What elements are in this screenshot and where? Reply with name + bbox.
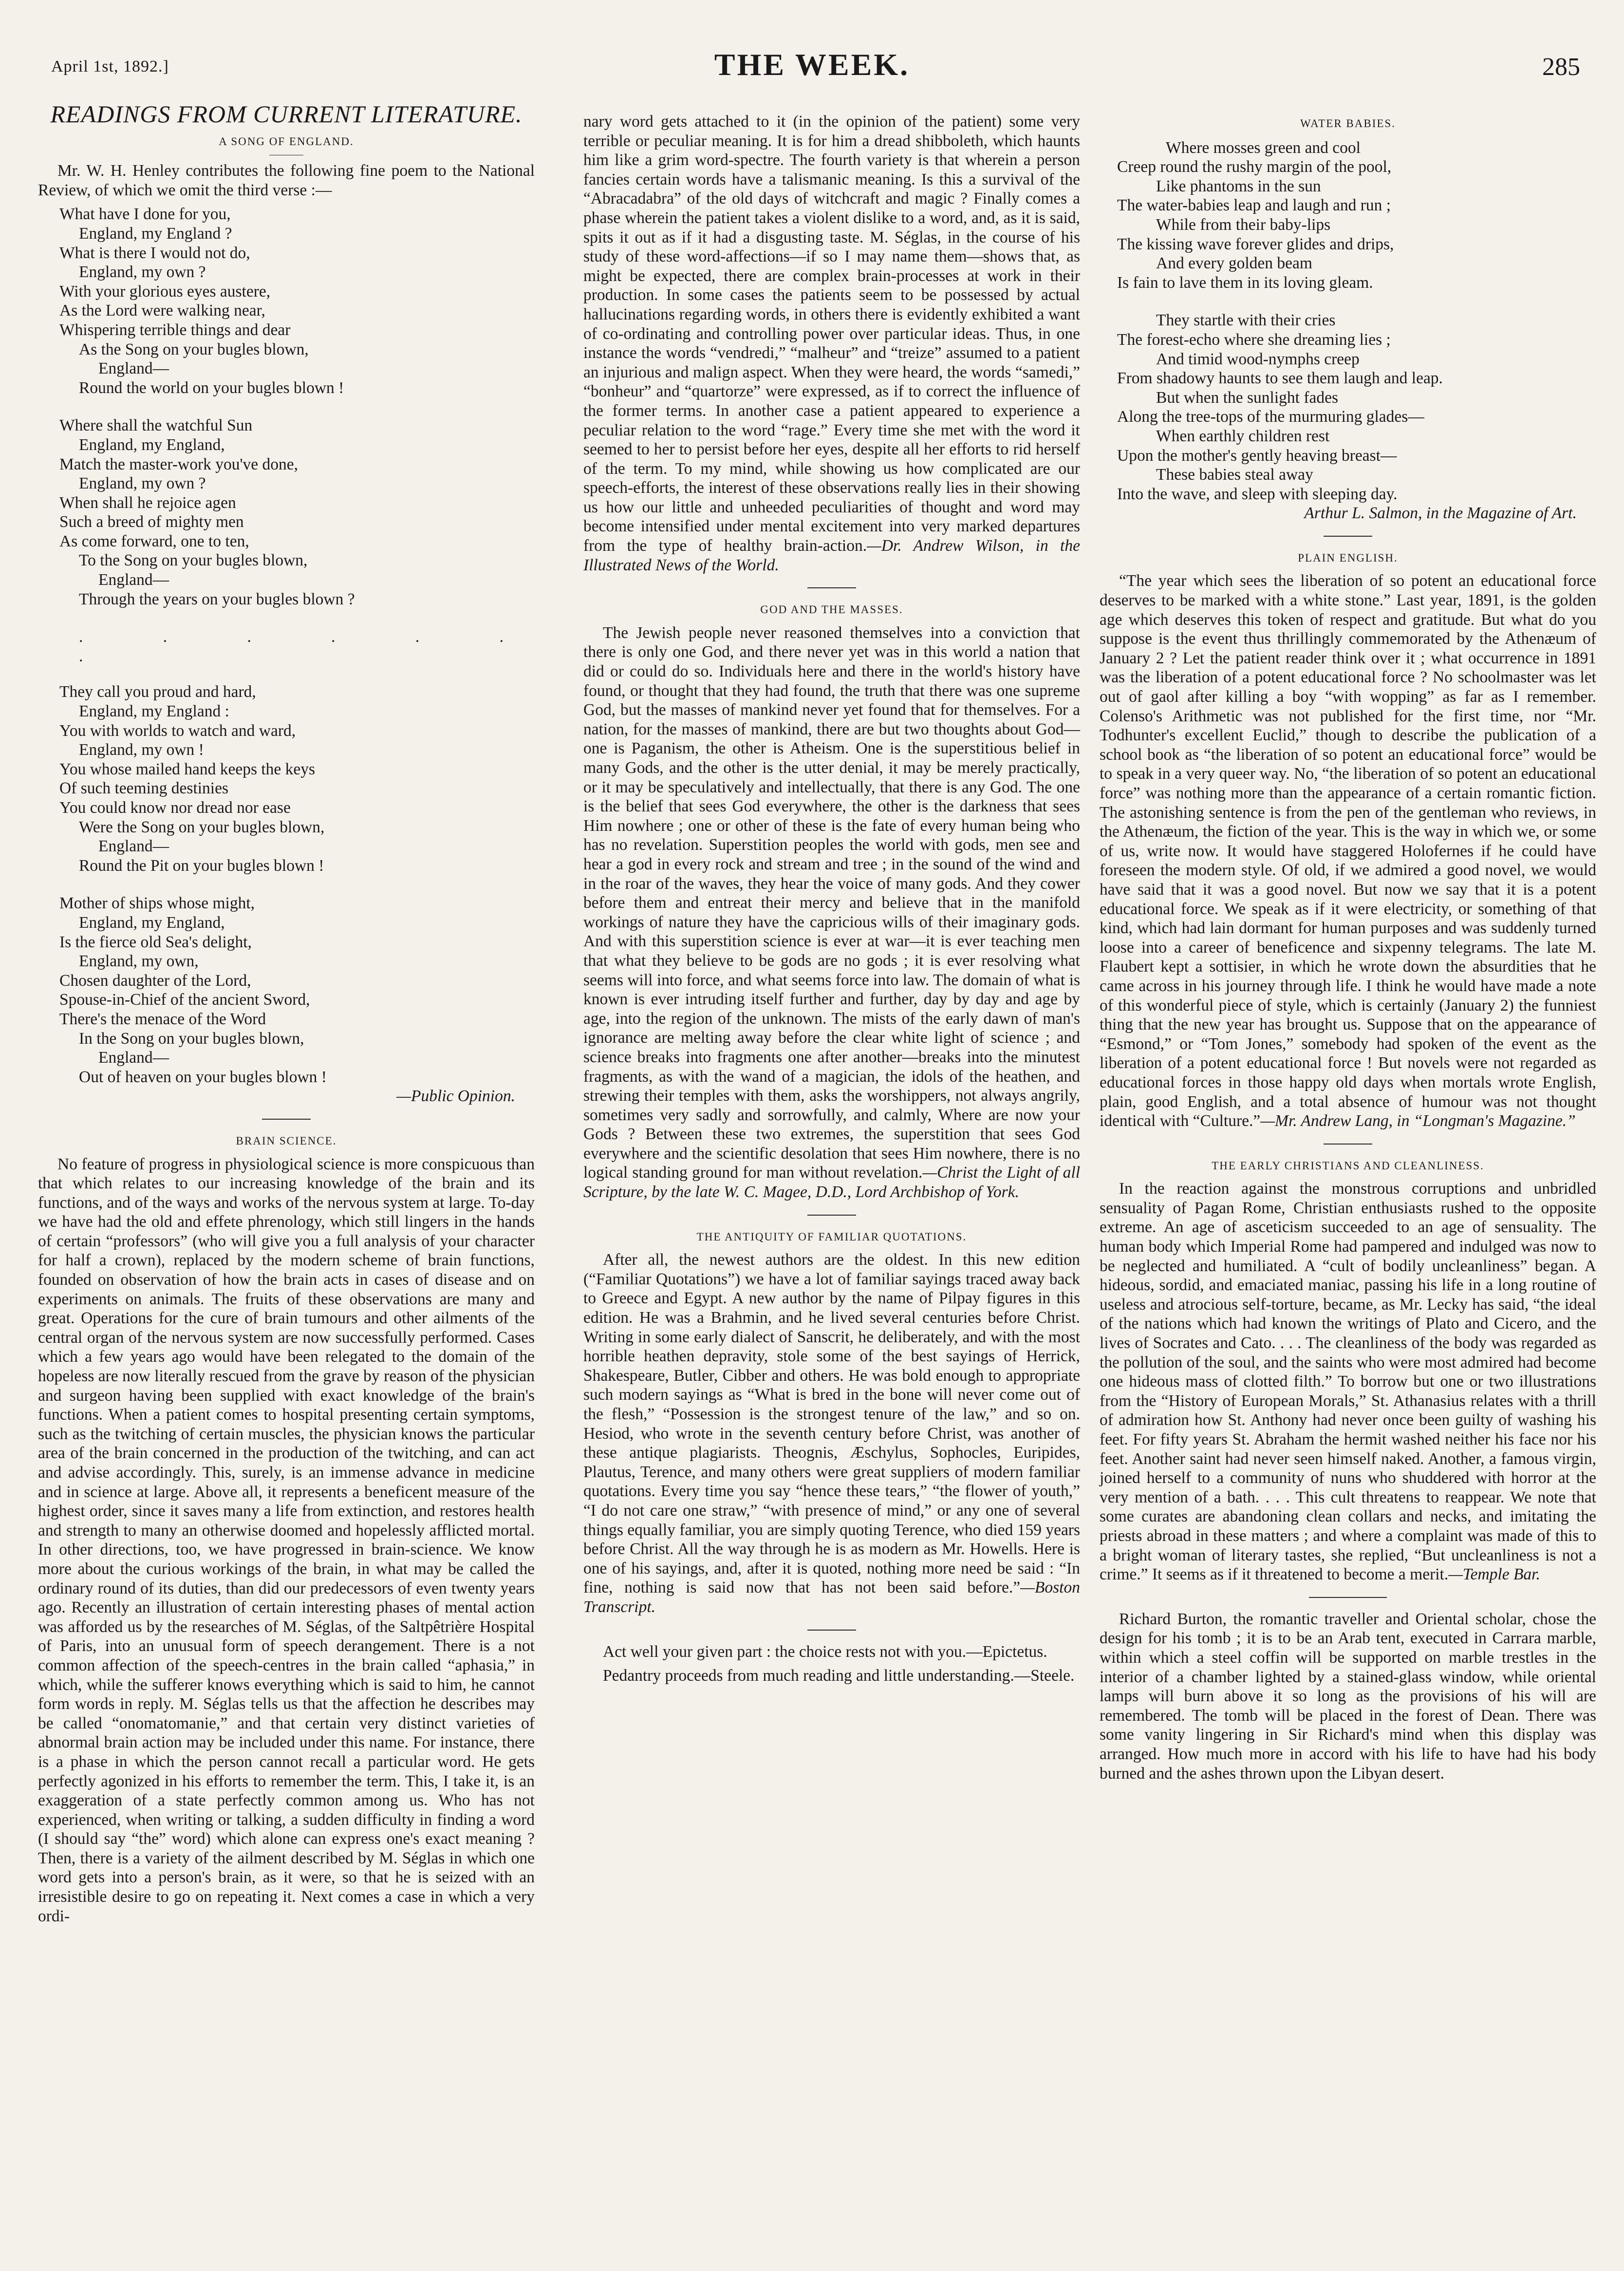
poem-line: England, my England : (79, 702, 229, 721)
poem-line: They call you proud and hard, (59, 683, 256, 701)
attribution: —Mr. Andrew Lang, in “Longman's Magazine.” (1260, 1112, 1576, 1130)
page-number: 285 (1542, 53, 1580, 81)
poem-line: Creep round the rushy margin of the pool, (1117, 158, 1392, 176)
poem-line: Out of heaven on your bugles blown ! (79, 1068, 327, 1086)
poem-line: The kissing wave forever glides and drips, (1117, 235, 1394, 253)
article-body: In the reaction against the monstrous corruptions and unbridled sensuality of Pagan Rome, Christian enthusiasts rushed to the opposite extreme. An age of asceticism succeeded to an age of sensuality. The human body which Imperial Rome had pampered and indulged was now to be neglected and humiliated. A “cult of bodily uncleanliness” began. A hideous, sordid, and emaciated maniac, passing his life in a long routine of useless and atrocious self-torture, became, as Mr. Lecky has said, “the ideal of the nations which had known the writings of Plato and Cicero, and the lives of Socrates and Cato. . . . The cleanliness of the body was regarded as the pollution of the soul, and the saints who were most admired had become one hideous mass of clotted filth.” To borrow but one or two illustrations from the “History of European Morals,” St. Athanasius relates with a thrill of admiration how St. Anthony had never once been guilty of washing his feet. For fifty years St. Abraham the hermit washed neither his face nor his feet. Another saint had never seen himself naked. Another, a famous virgin, joined herself to a community of nuns who shuddered with horror at the very mention of a bath. . . . This cult threatens to reappear. We note that some curates are abandoning clean collars and necks, and imitating the priests abroad in these matters ; and where a complaint was made of this to a bright woman of literary tastes, she replied, “But uncleanliness is not a crime.” It seems as if it threatened to become a merit.—Temple Bar. (1100, 1180, 1596, 1584)
poem-line: England— (98, 1049, 169, 1067)
poem-line: Where mosses green and cool (1166, 138, 1361, 157)
poem-line: You with worlds to watch and ward, (59, 721, 296, 740)
divider (1324, 536, 1372, 537)
divider (807, 587, 856, 588)
poem-line: As the Lord were walking near, (59, 301, 265, 320)
poem-line: England— (98, 837, 169, 856)
poem-stanza (1117, 138, 1596, 293)
attribution: —Temple Bar. (1448, 1565, 1540, 1584)
poem-line: Were the Song on your bugles blown, (79, 818, 325, 836)
epictetus-quote: Act well your given part : the choice rests not with you.—Epictetus. (603, 1642, 1047, 1661)
divider (1324, 1144, 1372, 1145)
attribution: —Christ the Light of all Scripture, by the late W. C. Magee, D.D., Lord Archbishop of York. (583, 1164, 1081, 1201)
article-body: After all, the newest authors are the oldest. In this new edition (“Familiar Quotations”) we have a lot of familiar sayings traced away back to Greece and Egypt. A new author by the name of Pilpay figures in this edition. He was a Brahmin, and he lived several centuries before Christ. Writing in some early dialect of Sanscrit, he deliberately, and with the most horrible heathen depravity, stole some of the best sayings of Herrick, Shakespeare, Butler, Cibber and others. He was bold enough to appropriate such modern sayings as “What is bred in the bone will never come out of the flesh,” “Possession is the strongest tenure of the law,” and so on. Hesiod, who wrote in the seventh century before Christ, was another of these antique plagiarists. Theognis, Æschylus, Sophocles, Euripides, Plautus, Terence, and many others were great suppliers of modern familiar quotations. Every time you say “hence these tears,” “the flower of youth,” “I do not care one straw,” “with presence of mind,” or any one of several things equally familiar, you are simply quoting Terence, who died 159 years before Christ. All the way through he is as modern as Mr. Howells. Here is one of his sayings, and, after it is quoted, nothing more need be said : “In fine, nothing is said now that has not been said before.”—Boston Transcript. (583, 1251, 1080, 1616)
article-title-christians: THE EARLY CHRISTIANS AND CLEANLINESS. (1212, 1159, 1484, 1172)
attribution: —Boston Transcript. (583, 1578, 1080, 1616)
poem-line: When earthly children rest (1156, 427, 1330, 445)
poem-stanza (1117, 311, 1596, 504)
poem-line: England, my England ? (79, 224, 232, 243)
poem-line: To the Song on your bugles blown, (79, 551, 308, 570)
poem-line: Is fain to lave them in its loving gleam. (1117, 273, 1373, 292)
steele-quote: Pedantry proceeds from much reading and little understanding.—Steele. (603, 1667, 1075, 1685)
poem-line: What have I done for you, (59, 205, 231, 224)
attribution: —Dr. Andrew Wilson, in the Illustrated News of the World. (583, 537, 1080, 574)
page-header (0, 44, 1624, 88)
poem-line: Round the Pit on your bugles blown ! (79, 856, 324, 875)
divider (807, 1215, 856, 1216)
poem-line: When shall he rejoice agen (59, 493, 236, 512)
poem-line: The forest-echo where she dreaming lies ; (1117, 330, 1391, 349)
poem-line: You whose mailed hand keeps the keys (59, 760, 316, 778)
poem-line: Along the tree-tops of the murmuring glades— (1117, 408, 1424, 426)
poem-line: But when the sunlight fades (1156, 388, 1339, 407)
poem-line: From shadowy haunts to see them laugh and leap. (1117, 369, 1443, 388)
poem-line: England— (98, 571, 169, 589)
poem-line: England— (98, 359, 169, 378)
poem-line: As the Song on your bugles blown, (79, 340, 309, 358)
poem-line: England, my England, (79, 435, 225, 454)
article-body: No feature of progress in physiological science is more conspicuous than that which relates to our increasing knowledge of the brain and its functions, and of the ways and works of the nervous system at large. To-day we have had the old and effete phrenology, which still lingers in the hands of certain “professors” (who will give you a full analysis of your character for half a crown), replaced by the modern scheme of brain functions, founded on observation of how the brain acts in cases of disease and on experiments on animals. The fruits of these observations are many and great. Operations for the cure of brain tumours and other ailments of the central organ of the nervous system are now successfully performed. Cases which a few years ago would have been relegated to the domain of the hopeless are now literally rescued from the grave by reason of the physician and surgeon having been supplied with exact knowledge of the brain's functions. When a patient comes to hospital presenting certain symptoms, such as the twitching of certain muscles, the physician knows the particular area of the brain concerned in the production of the twitching, and can act and advise accordingly. This, surely, is an immense advance in medicine and in science at large. Above all, it represents a beneficent measure of the highest order, since it saves many a life from extinction, and restores health and strength to many an otherwise doomed and hopelessly afflicted mortal. In other directions, too, we have progressed in brain-science. We know more about the curious workings of the brain, in what may be called the ordinary round of its duties, than did our predecessors of even twenty years ago. Recently an illustration of certain interesting phases of mental action was afforded us by the researches of M. Séglas, of the Saltpêtrière Hospital of Paris, into an unusual form of speech derangement. There is a not common affection of the speech-centres in the brain called “aphasia,” in which, while the sufferer knows everything which is said to him, he cannot form words in reply. M. Séglas tells us that the affection he describes may be called “onomatomanie,” and that certain very distinct varieties of abnormal brain action may be included under this name. For instance, there is a phase in which the person cannot recall a particular word. He gets perfectly agonized in his efforts to remember the term. This, I take it, is an exaggeration of a state perfectly common among us. Who has not experienced, when writing or talking, a sudden difficulty in finding a word (I should say “the” word) which alone can express one's exact meaning ? Then, there is a variety of the ailment described by M. Séglas in which one word gets into a person's brain, as it were, so that he is seized with an irresistible desire to go on repeating it. Next comes a case in which a very ordi- (38, 1155, 535, 1925)
poem-line: In the Song on your bugles blown, (79, 1029, 304, 1048)
divider (262, 1119, 311, 1120)
poem-line: While from their baby-lips (1156, 215, 1331, 234)
omission-dots: . . . . . . . (79, 628, 535, 665)
poem-line: They startle with their cries (1156, 311, 1336, 330)
poem-line: Round the world on your bugles blown ! (79, 378, 344, 397)
issue-date: April 1st, 1892.] (51, 57, 169, 75)
divider (1309, 1597, 1387, 1598)
poem-line: Through the years on your bugles blown ? (79, 590, 355, 608)
poem-line: Chosen daughter of the Lord, (59, 971, 251, 990)
poem-line: And timid wood-nymphs creep (1156, 350, 1360, 368)
poem-stanza (59, 682, 535, 875)
poem-line: Like phantoms in the sun (1156, 177, 1321, 195)
article-body: “The year which sees the liberation of so potent an educational force deserves to be marked with a white stone.” Last year, 1891, is the golden age which deserves this token of respect and gratitude. But what do you suppose is the event thus thrillingly commemorated by the Athenæum of January 2 ? Let the patient reader think over it ; what occurrence in 1891 was the liberation of a potent educational force ? No schoolmaster was let out of gaol after killing a boy “with wopping” as far as I remember. Colenso's Arithmetic was not published for the first time, nor “Mr. Todhunter's excellent Euclid,” though to describe the publication of a school book as “the liberation of so potent an educational force” would be to speak in a very queer way. No, “the liberation of so potent an educational force” was nothing more than the appearance of a certain romantic fiction. The astonishing sentence is from the pen of the gentleman who reviews, in the Athenæum, the fiction of the year. This is the way in which we, or some of us, write now. It would have staggered Holofernes if he could have foreseen the modern style. Of old, if we admired a good novel, we would have said that it was a good novel. But now we say that it is a potent educational force. We speak as if it were electricity, or something of that kind, which had lain dormant for human purposes and was suddenly turned loose into a career of beneficence and sixpenny telegrams. The late M. Flaubert kept a sottisier, in which he wrote down the absurdities that he came across in his journey through life. I think he would have made a note of this wonderful piece of style, which is certainly (January 2) the funniest thing that the new year has brought us. Suppose that on the appearance of “Esmond,” or “Tom Jones,” somebody had spoken of the event as the liberation of a potent educational force ! But novels were not regarded as educational forces in those happy old days when mortals wrote English, plain, good English, and a total absence of humour was not thought identical with “Culture.”—Mr. Andrew Lang, in “Longman's Magazine.” (1100, 572, 1596, 1130)
poem-line: England, my own ? (79, 263, 206, 282)
poem-line: England, my own, (79, 952, 199, 971)
poem-line: With your glorious eyes austere, (59, 282, 271, 300)
poem-line: Whispering terrible things and dear (59, 320, 291, 339)
article-title-god: GOD AND THE MASSES. (760, 603, 903, 616)
poem-stanza (59, 205, 535, 397)
poem-line: As come forward, one to ten, (59, 532, 249, 550)
poem-stanza (59, 416, 535, 609)
article-body: The Jewish people never reasoned themselves into a conviction that there is only one God, and there never yet was in this world a nation that did or could do so. Individuals here and there in the world's history have found, or thought that they had found, the truth that there was one supreme God, but the masses of mankind never yet found that for themselves. For a nation, for the masses of mankind, there are but two thoughts about God—one is Paganism, the other is Atheism. One is the superstitious belief in many Gods, and the other is the utter denial, it may be merely practically, or it may be speculatively and intellectually, that there is any God. The one is the belief that sees God everywhere, the other is the darkness that sees Him nowhere ; one or other of these is the fate of every human being who has no revelation. Superstition peoples the world with gods, men see and hear a god in every rock and stream and tree ; in the sound of the wind and in the roar of the waves, they hear the voice of many gods. And they cower before them and entreat their mercy and believe that in the manifold workings of nature they have the capricious wills of their imaginary gods. And with this superstition science is ever at war—it is ever teaching men that what they believe to be gods are no gods ; it is ever resolving what seems will into force, and what seems force into law. The domain of what is known is ever intruding itself further and further, day by day and age by age, into the region of the unknown. The mists of the early dawn of man's ignorance are melting away before the clear white light of science ; and science breaks into fragments one after another—breaks into the minutest fragments, as with the wand of a magician, the idols of the heathen, and strewing their temples with them, asks the worshippers, not always angrily, sometimes very sadly and sorrowfully, and calmly, Where are now your Gods ? Between these two extremes, the superstition that sees God everywhere and the scientific desolation that sees Him nowhere, there is no logical standing ground for man without revelation.—Christ the Light of all Scripture, by the late W. C. Magee, D.D., Lord Archbishop of York. (583, 623, 1081, 1201)
water-poem (1117, 138, 1596, 523)
poem-line: England, my own ? (79, 474, 206, 493)
song-intro: Mr. W. H. Henley contributes the following fine poem to the National Review, of which we omit the third verse :— (38, 162, 535, 199)
divider (807, 1630, 856, 1631)
masthead-title: THE WEEK. (714, 47, 910, 82)
article-title-brain: BRAIN SCIENCE. (236, 1134, 337, 1147)
article-title-quotations: THE ANTIQUITY OF FAMILIAR QUOTATIONS. (696, 1230, 967, 1243)
poem-stanza (59, 894, 535, 1087)
poem-line: And every golden beam (1156, 254, 1312, 273)
poem-line: Into the wave, and sleep with sleeping day. (1117, 485, 1398, 503)
attribution: Arthur L. Salmon, in the Magazine of Art. (1304, 504, 1577, 523)
article-title-plain: PLAIN ENGLISH. (1298, 551, 1398, 564)
column-middle (583, 112, 1080, 1686)
song-poem (59, 205, 535, 1106)
poem-line: You could know nor dread nor ease (59, 799, 291, 817)
poem-line: Match the master-work you've done, (59, 455, 299, 473)
article-title-song: A SONG OF ENGLAND. (219, 135, 354, 148)
poem-line: Spouse-in-Chief of the ancient Sword, (59, 991, 310, 1009)
poem-line: Is the fierce old Sea's delight, (59, 933, 252, 951)
poem-line: Mother of ships whose might, (59, 894, 255, 913)
column-left (38, 100, 535, 1926)
attribution: —Public Opinion. (396, 1087, 515, 1106)
poem-line: The water-babies leap and laugh and run ; (1117, 196, 1391, 215)
article-title-water: WATER BABIES. (1300, 117, 1396, 130)
column-right (1100, 112, 1596, 1783)
poem-line: These babies steal away (1156, 466, 1313, 484)
poem-line: There's the menace of the Word (59, 1010, 266, 1028)
poem-line: Upon the mother's gently heaving breast— (1117, 446, 1397, 465)
poem-line: Such a breed of mighty men (59, 513, 244, 531)
poem-line: Of such teeming destinies (59, 779, 229, 798)
poem-line: Where shall the watchful Sun (59, 416, 253, 435)
poem-line: England, my own ! (79, 741, 204, 759)
section-heading: READINGS FROM CURRENT LITERATURE. (50, 100, 523, 128)
burton-paragraph: Richard Burton, the romantic traveller and Oriental scholar, chose the design for his tomb ; it is to be an Arab tent, executed in Carrara marble, within which a steel coffin will be supported on marble trestles in the interior of a chamber lighted by a stained-glass window, while oriental lamps will burn above it so long as the provisions of his will are remembered. The tomb will be placed in the forest of Dean. There was some vanity lingering in Sir Richard's mind when this display was arranged. How much more in accord with his life to have had his body burned and the ashes thrown upon the Libyan desert. (1100, 1610, 1596, 1783)
poem-line: England, my England, (79, 913, 225, 932)
article-body: nary word gets attached to it (in the opinion of the patient) some very terrible or peculiar meaning. It is for him a dread shibboleth, which haunts him like a grim word-spectre. The fourth variety is that wherein a person fancies certain words have a talismanic meaning. Is this a survival of the “Abracadabra” of the old days of witchcraft and magic ? Finally comes a phase wherein the patient takes a violent dislike to a word, and, as it is said, spits it out as if it had a disgusting taste. M. Séglas, in the course of his study of these word-affections—if so I may name them—shows that, as might be expected, there are complex brain-processes at work in their production. In some cases the patients seem to be possessed by actual hallucinations regarding words, in others there is evidently exhibited a want of co-ordinating and controlling power over particular ideas. Thus, in one instance the words “vendredi,” “malheur” and “treize” assumed to a patient an injurious and malign aspect. When they were heard, the words “samedi,” “bonheur” and “quartorze” were expressed, as if to correct the influence of the former terms. In another case a patient appeared to experience a peculiar relation to the word “rage.” Every time she met with the word it seemed to her to persist before her eyes, despite all her efforts to rid herself of the term. To my mind, while showing us how complicated are our speech-efforts, the interest of these observations really lies in their showing us how our little and unheeded peculiarities of thought and word may become intensified under mental excitement into very marked departures from the type of healthy brain-action.—Dr. Andrew Wilson, in the Illustrated News of the World. (583, 113, 1080, 574)
poem-line: What is there I would not do, (59, 244, 250, 262)
